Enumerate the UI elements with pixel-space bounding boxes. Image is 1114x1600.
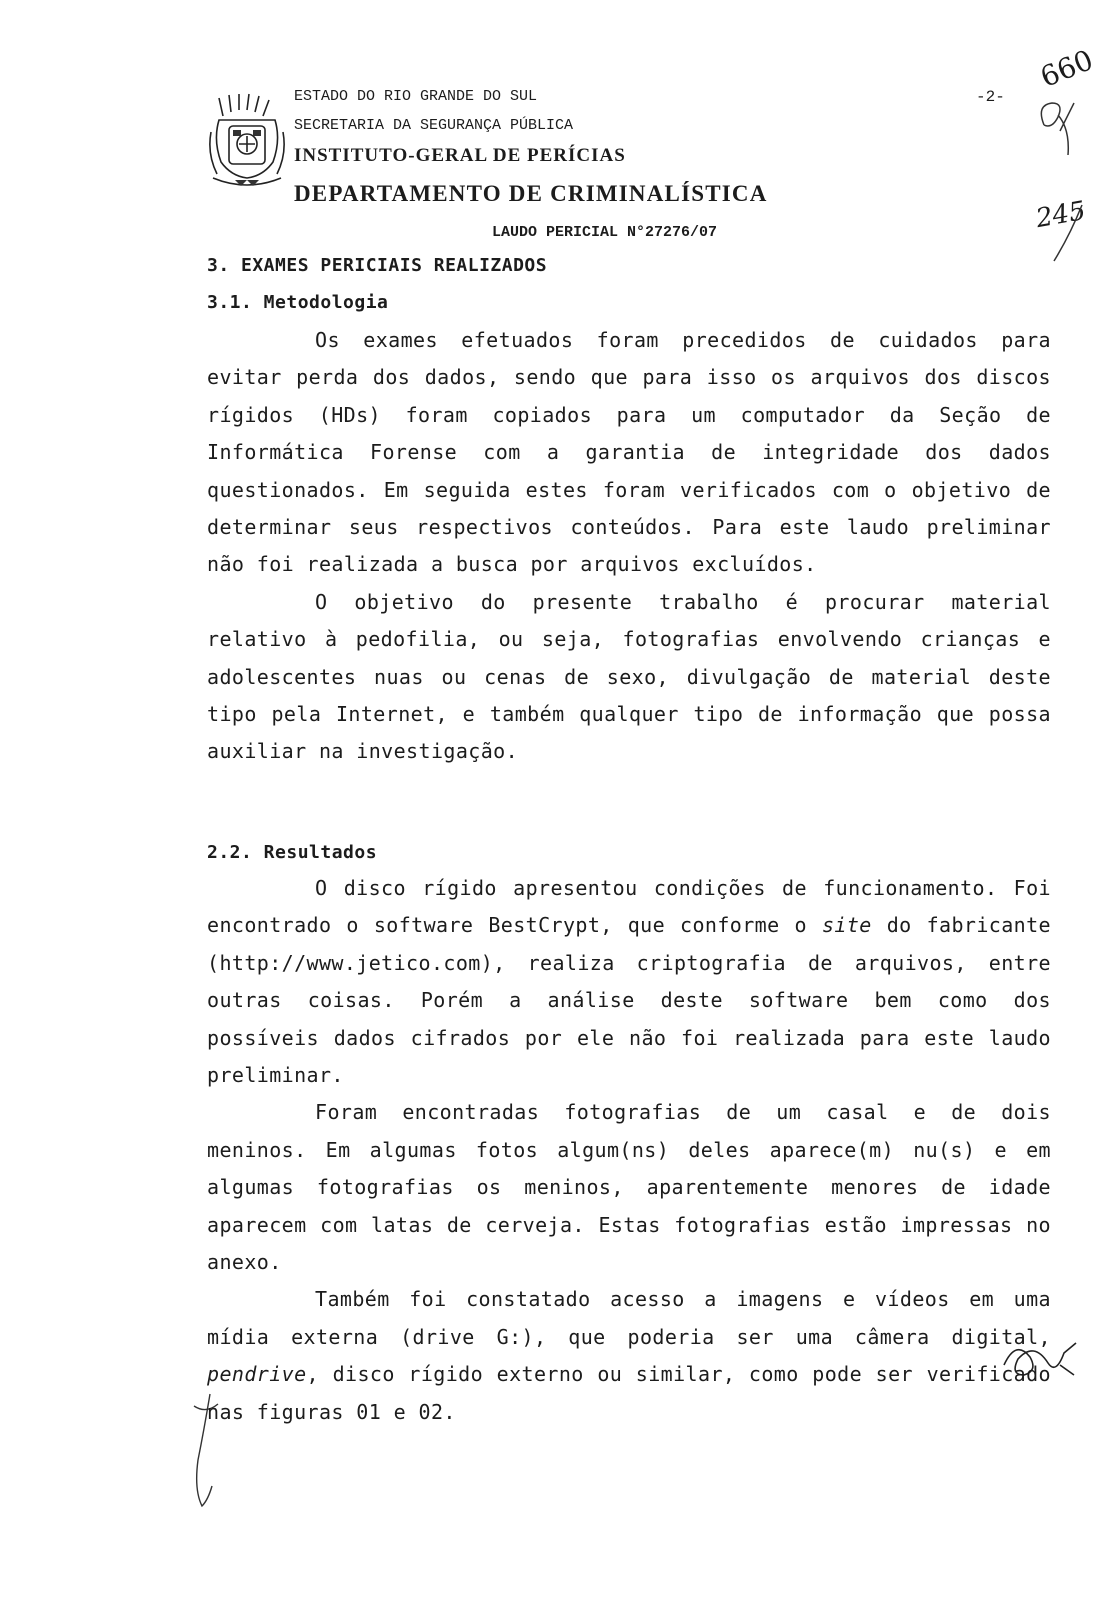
header-institute: INSTITUTO-GERAL DE PERÍCIAS: [294, 145, 626, 166]
results-p1-italic-site: site: [821, 913, 872, 938]
page-number: -2-: [976, 88, 1005, 106]
section-2-2-body: [207, 870, 1051, 1431]
results-paragraph-1: [207, 870, 1051, 1094]
handwritten-initial-marks: [1030, 85, 1090, 275]
section-2-2-title: 2.2. Resultados: [207, 842, 378, 863]
state-crest-emblem: [205, 92, 289, 192]
header-state: ESTADO DO RIO GRANDE DO SUL: [294, 88, 538, 105]
section-3-1-title: 3.1. Metodologia: [207, 292, 389, 313]
header-department: DEPARTAMENTO DE CRIMINALÍSTICA: [294, 181, 768, 206]
results-p3-text-a: Também foi constatado acesso a imagens e vídeos em uma mídia externa (drive G:), que poderia ser uma câmera digital,: [207, 1287, 1051, 1349]
section-3-title: 3. EXAMES PERICIAIS REALIZADOS: [207, 255, 548, 276]
header-secretariat: SECRETARIA DA SEGURANÇA PÚBLICA: [294, 117, 574, 134]
section-3-body: [207, 322, 1051, 771]
results-p3-italic-pendrive: pendrive: [207, 1362, 307, 1387]
results-p1-text-a: O disco rígido apresentou condições de funcionamento. Foi encontrado o software BestCrypt, que conforme o: [207, 876, 1051, 938]
handwritten-folio-number: 245: [1033, 195, 1088, 235]
results-p3-text-b: , disco rígido externo ou similar, como pode ser verificado nas figuras 01 e 02.: [207, 1362, 1051, 1424]
handwritten-page-count: 660: [1035, 43, 1098, 94]
results-paragraph-3: [207, 1281, 1051, 1431]
results-paragraph-2: Foram encontradas fotografias de um casal e de dois meninos. Em algumas fotos algum(ns) deles aparece(m) nu(s) e em algumas fotografias os meninos, aparentemente menores de idade aparecem com latas de cerveja. Estas fotografias estão impressas no anexo.: [207, 1100, 1051, 1275]
report-number: LAUDO PERICIAL N°27276/07: [492, 224, 718, 241]
methodology-paragraph-2: O objetivo do presente trabalho é procurar material relativo à pedofilia, ou seja, fotografias envolvendo crianças e adolescentes nuas ou cenas de sexo, divulgação de material deste tipo pela Internet, e também qualquer tipo de informação que possa auxiliar na investigação.: [207, 589, 1051, 764]
results-p1-text-b: do fabricante (http://www.jetico.com), realiza criptografia de arquivos, entre outras coisas. Porém a análise deste software bem como dos possíveis dados cifrados por ele não foi realizada para este laudo preliminar.: [207, 913, 1051, 1088]
methodology-paragraph-1: Os exames efetuados foram precedidos de cuidados para evitar perda dos dados, sendo que para isso os arquivos dos discos rígidos (HDs) foram copiados para um computador da Seção de Informática Forense com a garantia de integridade dos dados questionados. Em seguida estes foram verificados com o objetivo de determinar seus respectivos conteúdos. Para este laudo preliminar não foi realizada a busca por arquivos excluídos.: [207, 328, 1051, 577]
